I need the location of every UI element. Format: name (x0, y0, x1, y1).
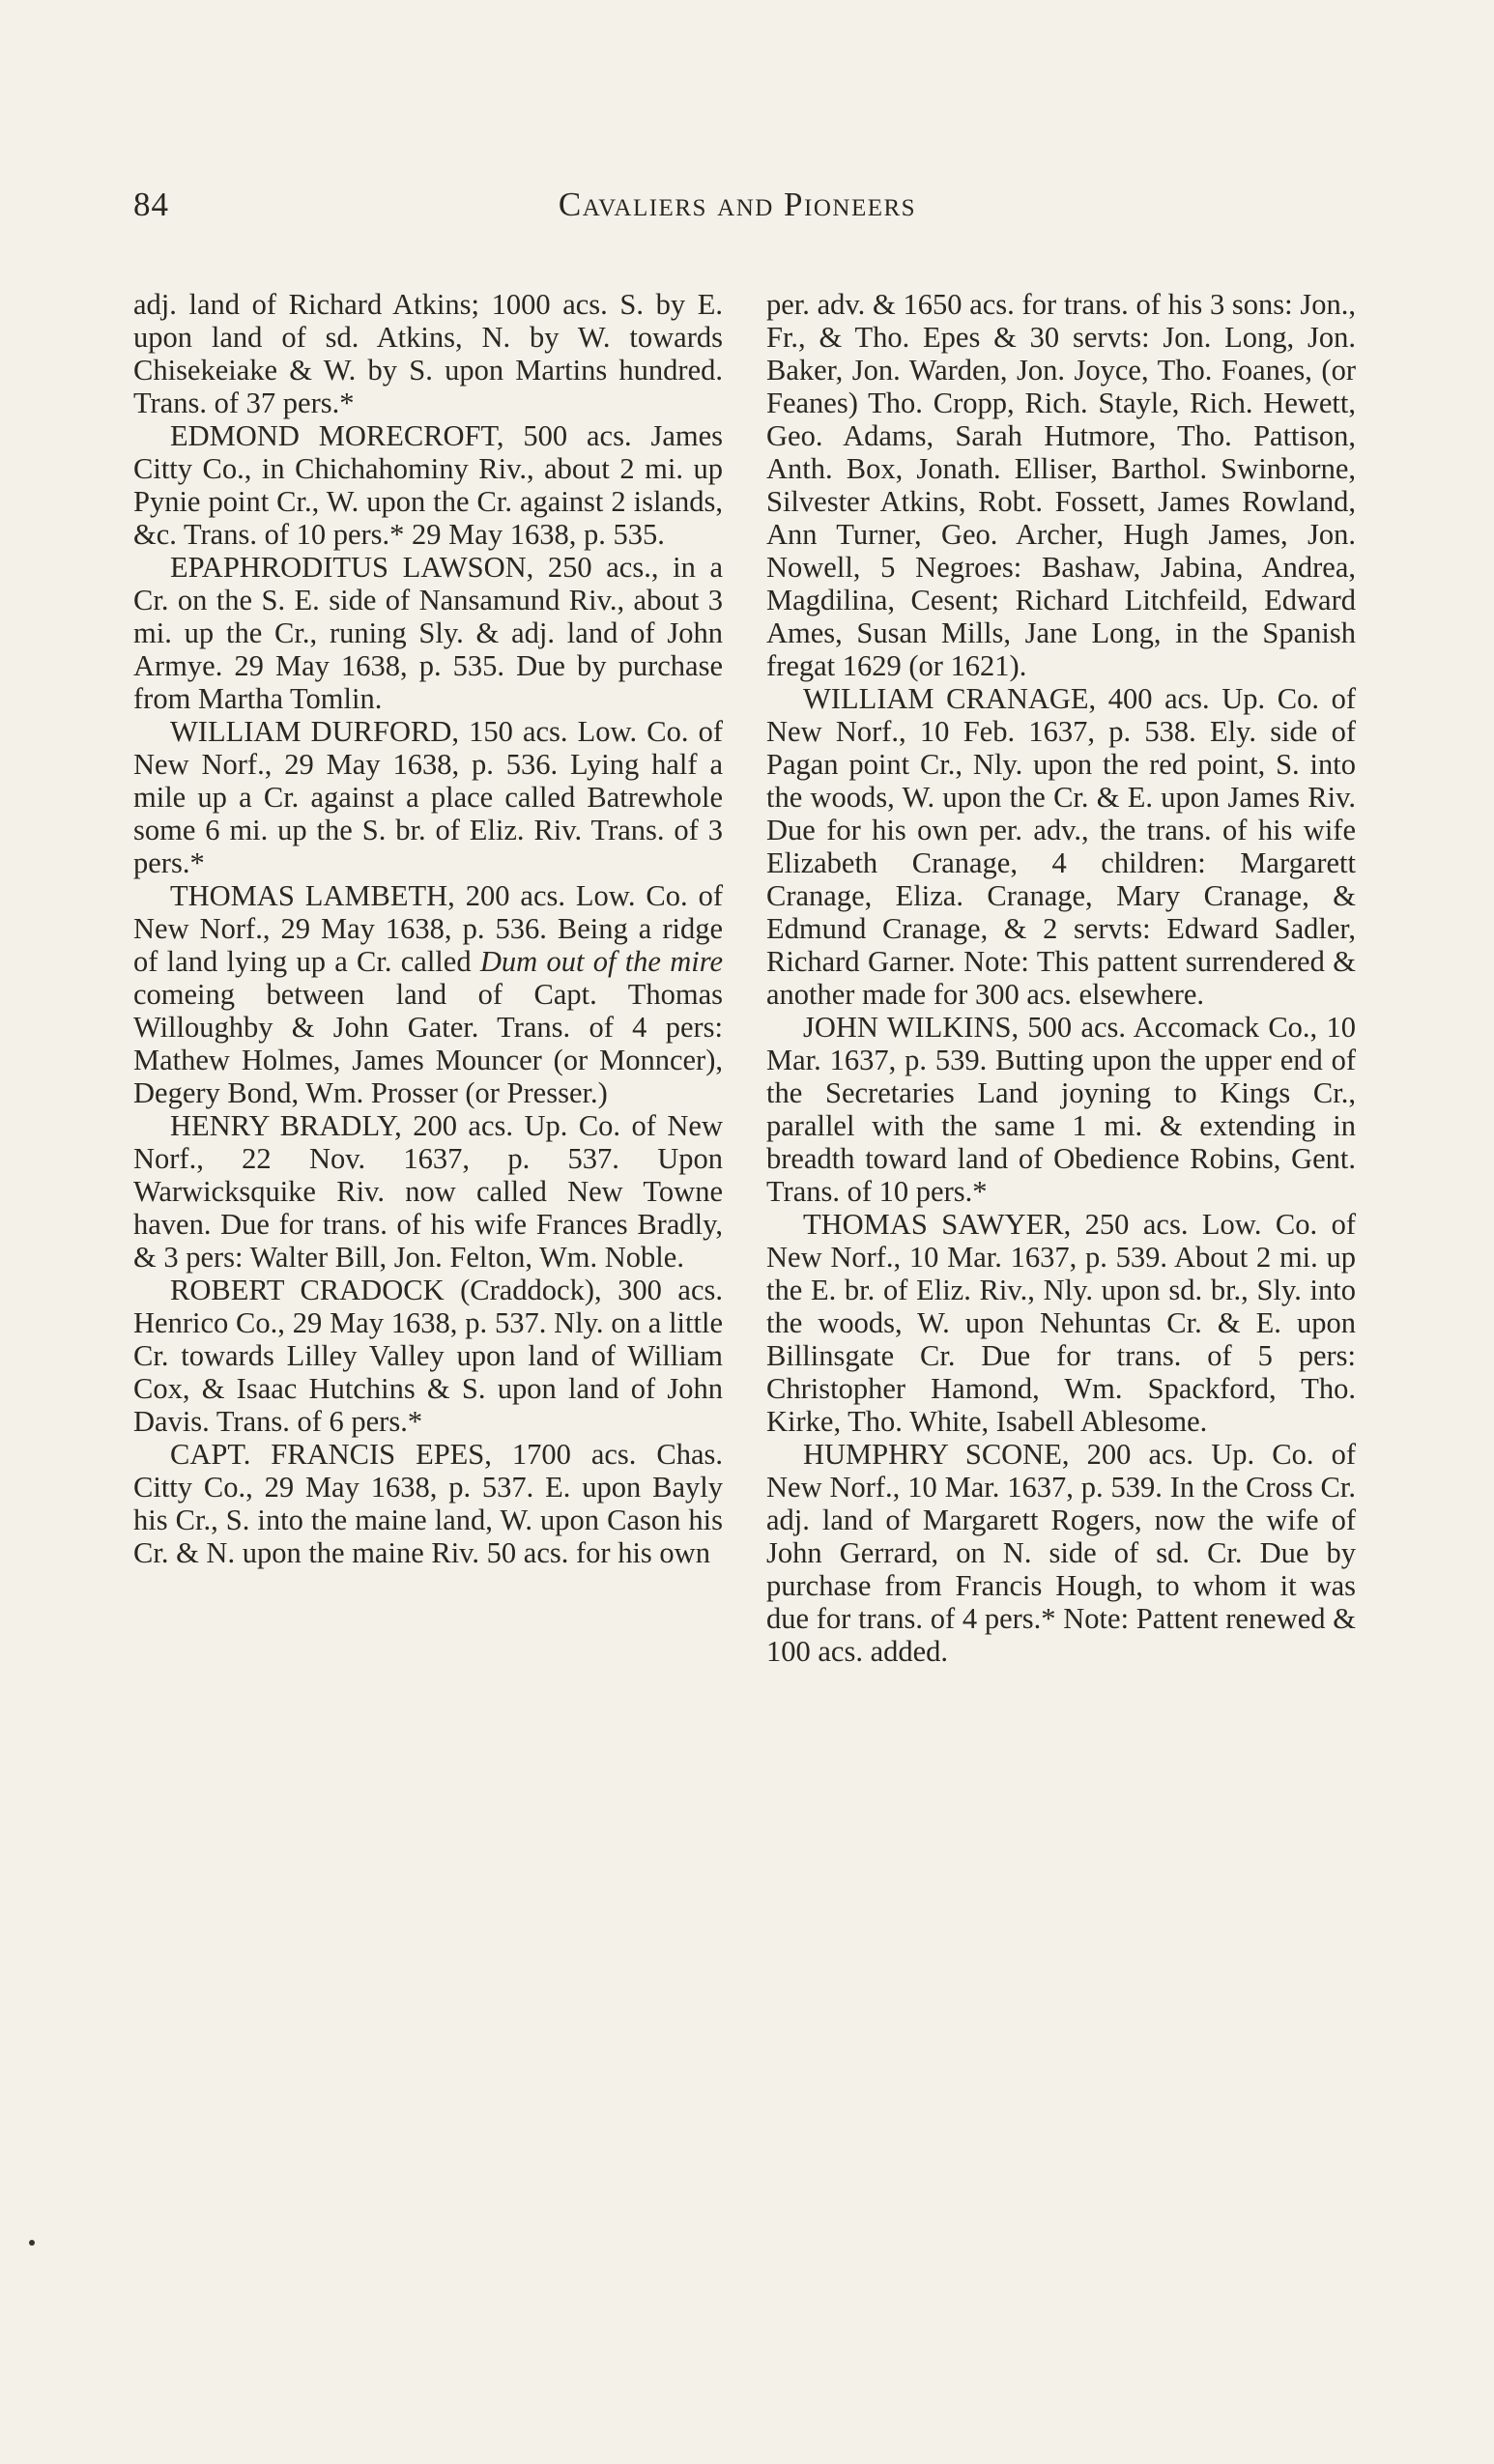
left-column (133, 288, 723, 1569)
place-name-italic: Dum out of the mire (479, 945, 724, 978)
entry-edmond-morecroft: EDMOND MORECROFT, 500 acs. James Citty Co., in Chichahominy Riv., about 2 mi. up Pynie point Cr., W. upon the Cr. against 2 islands, &c. Trans. of 10 pers.* 29 May 1638, p. 535. (133, 419, 723, 551)
page-header (133, 186, 1341, 234)
entry-william-cranage: WILLIAM CRANAGE, 400 acs. Up. Co. of New Norf., 10 Feb. 1637, p. 538. Ely. side of Pagan point Cr., Nly. upon the red point, S. into the woods, W. upon the Cr. & E. upon James Riv. Due for his own per. adv., the trans. of his wife Elizabeth Cranage, 4 children: Margarett Cranage, Eliza. Cranage, Mary Cranage, & Edmund Cranage, & 2 servts: Edward Sadler, Richard Garner. Note: This pattent surrendered & another made for 300 acs. elsewhere. (766, 682, 1356, 1011)
entry-continued: per. adv. & 1650 acs. for trans. of his 3 sons: Jon., Fr., & Tho. Epes & 30 servts: Jon. Long, Jon. Baker, Jon. Warden, Jon. Joyce, Tho. Foanes, (or Feanes) Tho. Cropp, Rich. Stayle, Rich. Hewett, Geo. Adams, Sarah Hutmore, Tho. Pattison, Anth. Box, Jonath. Elliser, Barthol. Swinborne, Silvester Atkins, Robt. Fossett, James Rowland, Ann Turner, Geo. Archer, Hugh James, Jon. Nowell, 5 Negroes: Bashaw, Jabina, Andrea, Magdilina, Cesent; Richard Litchfeild, Edward Ames, Susan Mills, Jane Long, in the Spanish fregat 1629 (or 1621). (766, 288, 1356, 682)
entry-william-durford: WILLIAM DURFORD, 150 acs. Low. Co. of New Norf., 29 May 1638, p. 536. Lying half a mile up a Cr. against a place called Batrewhole some 6 mi. up the S. br. of Eliz. Riv. Trans. of 3 pers.* (133, 715, 723, 879)
entry-epaphroditus-lawson: EPAPHRODITUS LAWSON, 250 acs., in a Cr. on the S. E. side of Nansamund Riv., about 3 mi. up the Cr., runing Sly. & adj. land of John Armye. 29 May 1638, p. 535. Due by purchase from Martha Tomlin. (133, 551, 723, 715)
entry-text: THOMAS LAMBETH, 200 acs. Low. Co. of New Norf., 29 May 1638, p. 536. Being a ridge of land lying up a Cr. called (133, 879, 723, 978)
entry-text: comeing between land of Capt. Thomas Willoughby & John Gater. Trans. of 4 pers: Mathew Holmes, James Mouncer (or Monncer), Degery Bond, Wm. Prosser (or Presser.) (133, 978, 723, 1109)
entry-henry-bradly: HENRY BRADLY, 200 acs. Up. Co. of New Norf., 22 Nov. 1637, p. 537. Upon Warwicksquike Riv. now called New Towne haven. Due for trans. of his wife Frances Bradly, & 3 pers: Walter Bill, Jon. Felton, Wm. Noble. (133, 1109, 723, 1274)
page-number: 84 (133, 186, 169, 223)
running-title: Cavaliers and Pioneers (558, 186, 917, 223)
entry-continued: adj. land of Richard Atkins; 1000 acs. S. by E. upon land of sd. Atkins, N. by W. towards Chisekeiake & W. by S. upon Martins hundred. Trans. of 37 pers.* (133, 288, 723, 419)
entry-francis-epes: CAPT. FRANCIS EPES, 1700 acs. Chas. Citty Co., 29 May 1638, p. 537. E. upon Bayly his Cr., S. into the maine land, W. upon Cason his Cr. & N. upon the maine Riv. 50 acs. for his own (133, 1438, 723, 1569)
entry-humphry-scone: HUMPHRY SCONE, 200 acs. Up. Co. of New Norf., 10 Mar. 1637, p. 539. In the Cross Cr. adj. land of Margarett Rogers, now the wife of John Gerrard, on N. side of sd. Cr. Due by purchase from Francis Hough, to whom it was due for trans. of 4 pers.* Note: Pattent renewed & 100 acs. added. (766, 1438, 1356, 1668)
entry-thomas-sawyer: THOMAS SAWYER, 250 acs. Low. Co. of New Norf., 10 Mar. 1637, p. 539. About 2 mi. up the E. br. of Eliz. Riv., Nly. upon sd. br., Sly. into the woods, W. upon Nehuntas Cr. & E. upon Billinsgate Cr. Due for trans. of 5 pers: Christopher Hamond, Wm. Spackford, Tho. Kirke, Tho. White, Isabell Ablesome. (766, 1208, 1356, 1438)
entry-robert-cradock: ROBERT CRADOCK (Craddock), 300 acs. Henrico Co., 29 May 1638, p. 537. Nly. on a little Cr. towards Lilley Valley upon land of William Cox, & Isaac Hutchins & S. upon land of John Davis. Trans. of 6 pers.* (133, 1274, 723, 1438)
entry-thomas-lambeth (133, 879, 723, 1109)
right-column (766, 288, 1356, 1668)
entry-john-wilkins: JOHN WILKINS, 500 acs. Accomack Co., 10 Mar. 1637, p. 539. Butting upon the upper end of the Secretaries Land joyning to Kings Cr., parallel with the same 1 mi. & extending in breadth toward land of Obedience Robins, Gent. Trans. of 10 pers.* (766, 1011, 1356, 1208)
margin-mark (29, 2240, 35, 2246)
